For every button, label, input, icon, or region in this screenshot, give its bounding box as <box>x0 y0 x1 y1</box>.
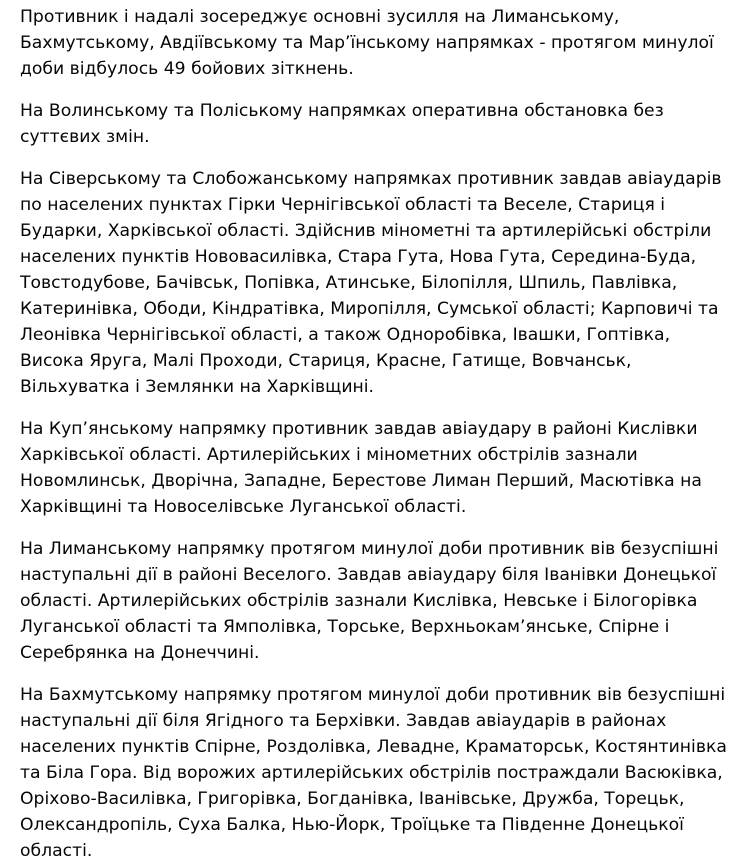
paragraph-siversk-slobozhansk: На Сіверському та Слобожанському напрямках противник завдав авіаударів по населених пунктах Гірки Чернігівської області та Веселе, Стариця і Бударки, Харківської області. Здійснив мінометні та артилерійські обстріли населених пунктів Нововасилівка, Стара Гута, Нова Гута, Середина-Буда, Товстодубове, Бачівськ, Попівка, Атинське, Білопілля, Шпиль, Павлівка, Катеринівка, Ободи, Кіндратівка, Миропілля, Сумської області; Карповичі та Леонівка Чернігівської області, а також Одноробівка, Івашки, Гоптівка, Висока Яруга, Малі Проходи, Стариця, Красне, Гатище, Вовчанськ, Вільхуватка і Землянки на Харківщині. <box>20 169 722 397</box>
paragraph-volyn-polissia: На Волинському та Поліському напрямках оперативна обстановка без суттєвих змін. <box>20 101 664 147</box>
paragraph-summary: Противник і надалі зосереджує основні зусилля на Лиманському, Бахмутському, Авдіївському та Мар’їнському напрямках - протягом минулої доби відбулось 49 бойових зіткнень. <box>20 7 714 79</box>
paragraph-kupiansk: На Куп’янському напрямку противник завдав авіаудару в районі Кислівки Харківської області. Артилерійських і мінометних обстрілів зазнали Новомлинськ, Дворічна, Западне, Берестове Лиман Перший, Масютівка на Харківщині та Новоселівське Луганської області. <box>20 419 702 517</box>
paragraph-bakhmut: На Бахмутському напрямку протягом минулої доби противник вів безуспішні наступальні дії біля Ягідного та Берхівки. Завдав авіаударів в районах населених пунктів Спірне, Роздолівка, Левадне, Краматорськ, Костянтинівка та Біла Гора. Від ворожих артилерійських обстрілів постраждали Васюківка, Оріхово-Василівка, Григорівка, Богданівка, Іванівське, Дружба, Торецьк, Олександропіль, Суха Балка, Нью-Йорк, Троїцьке та Південне Донецької області. <box>20 685 727 861</box>
paragraph-lyman: На Лиманському напрямку протягом минулої доби противник вів безуспішні наступальні дії в районі Веселого. Завдав авіаудару біля Іванівки Донецької області. Артилерійських обстрілів зазнали Кислівка, Невське і Білогорівка Луганської області та Ямполівка, Торське, Верхньокам’янське, Спірне і Серебрянка на Донеччині. <box>20 539 719 663</box>
post-body <box>20 4 732 864</box>
